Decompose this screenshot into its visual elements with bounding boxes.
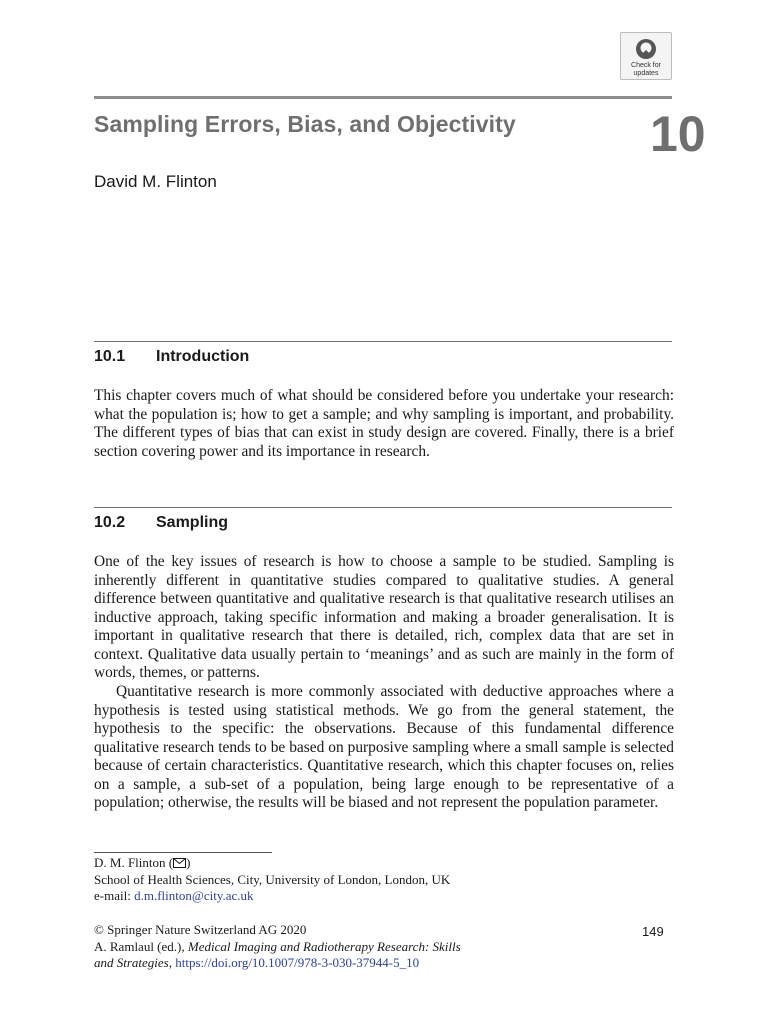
- footnote-affiliation: School of Health Sciences, City, University of London, London, UK: [94, 871, 451, 887]
- editor-credit: A. Ramlaul (ed.),: [94, 938, 188, 954]
- paragraph: Quantitative research is more commonly associated with deductive approaches where a hypothesis is tested using statistical methods. We go from the general statement, the hypothesis to the specific: the observations. Because of this fundamental difference qualitative research tends to be based on purposive sampling where a small sample is selected because of certain characteristics. Quantitative research, which this chapter focuses on, relies on a sample, a sub-set of a population, being large enough to be representative of a population; otherwise, the results will be biased and not represent the population parameter.: [94, 683, 674, 811]
- section-heading: [94, 514, 228, 532]
- check-for-updates-badge[interactable]: [620, 32, 672, 80]
- chapter-author: David M. Flinton: [94, 172, 217, 191]
- envelope-icon[interactable]: [173, 858, 186, 868]
- chapter-number: 10: [650, 106, 706, 162]
- paragraph: One of the key issues of research is how to choose a sample to be studied. Sampling is inherently different in quantitative studies compared to qualitative studies. A general difference between quantitative and qualitative research is that qualitative research utilises an inductive approach, taking specific information and making a broader generalisation. It is important in qualitative research that there is detailed, rich, complex data that are set in context. Qualitative data usually pertain to ‘meanings’ and as such are mainly in the form of words, themes, or patterns.: [94, 553, 674, 681]
- doi-link[interactable]: https://doi.org/10.1007/978-3-030-37944-5_10: [175, 955, 420, 970]
- page-number: 149: [642, 924, 664, 939]
- book-title-continued: and Strategies: [94, 955, 169, 970]
- section-heading: [94, 348, 249, 366]
- copyright-line: © Springer Nature Switzerland AG 2020: [94, 922, 307, 937]
- email-label: e-mail:: [94, 888, 135, 903]
- badge-line2: updates: [633, 70, 659, 77]
- footnote-author: D. M. Flinton (: [94, 855, 174, 870]
- email-link[interactable]: d.m.flinton@city.ac.uk: [134, 888, 254, 903]
- check-for-updates-icon: [634, 37, 658, 61]
- section-title: Sampling: [156, 514, 229, 531]
- paragraph: This chapter covers much of what should be considered before you undertake your research: what the population is; how to get a sample; and why sampling is important, and probability. The different types of bias that can exist in study design are covered. Finally, there is a brief section covering power and its importance in research.: [94, 387, 674, 460]
- book-title: Medical Imaging and Radiotherapy Research: Skills: [187, 938, 461, 954]
- chapter-title: Sampling Errors, Bias, and Objectivity: [94, 111, 516, 137]
- section-number: 10.2: [94, 514, 126, 531]
- footnote-rule: [94, 852, 272, 853]
- section-title: Introduction: [156, 348, 250, 365]
- header-rule: [94, 96, 672, 99]
- section-number: 10.1: [94, 348, 126, 365]
- section-rule: [94, 507, 672, 508]
- section-rule: [94, 341, 672, 342]
- badge-line1: Check for: [631, 62, 661, 69]
- copyright-block: © Springer Nature Switzerland AG 2020 A. Ramlaul (ed.), Medical Imaging and Radiotherapy Research: Skills and Strategies, https://doi.org/10.1007/978-3-030-37944-5_10: [94, 922, 674, 972]
- author-footnote: D. M. Flinton ( ) School of Health Sciences, City, University of London, London, UK e-mail: d.m.flinton@city.ac.uk: [94, 855, 674, 905]
